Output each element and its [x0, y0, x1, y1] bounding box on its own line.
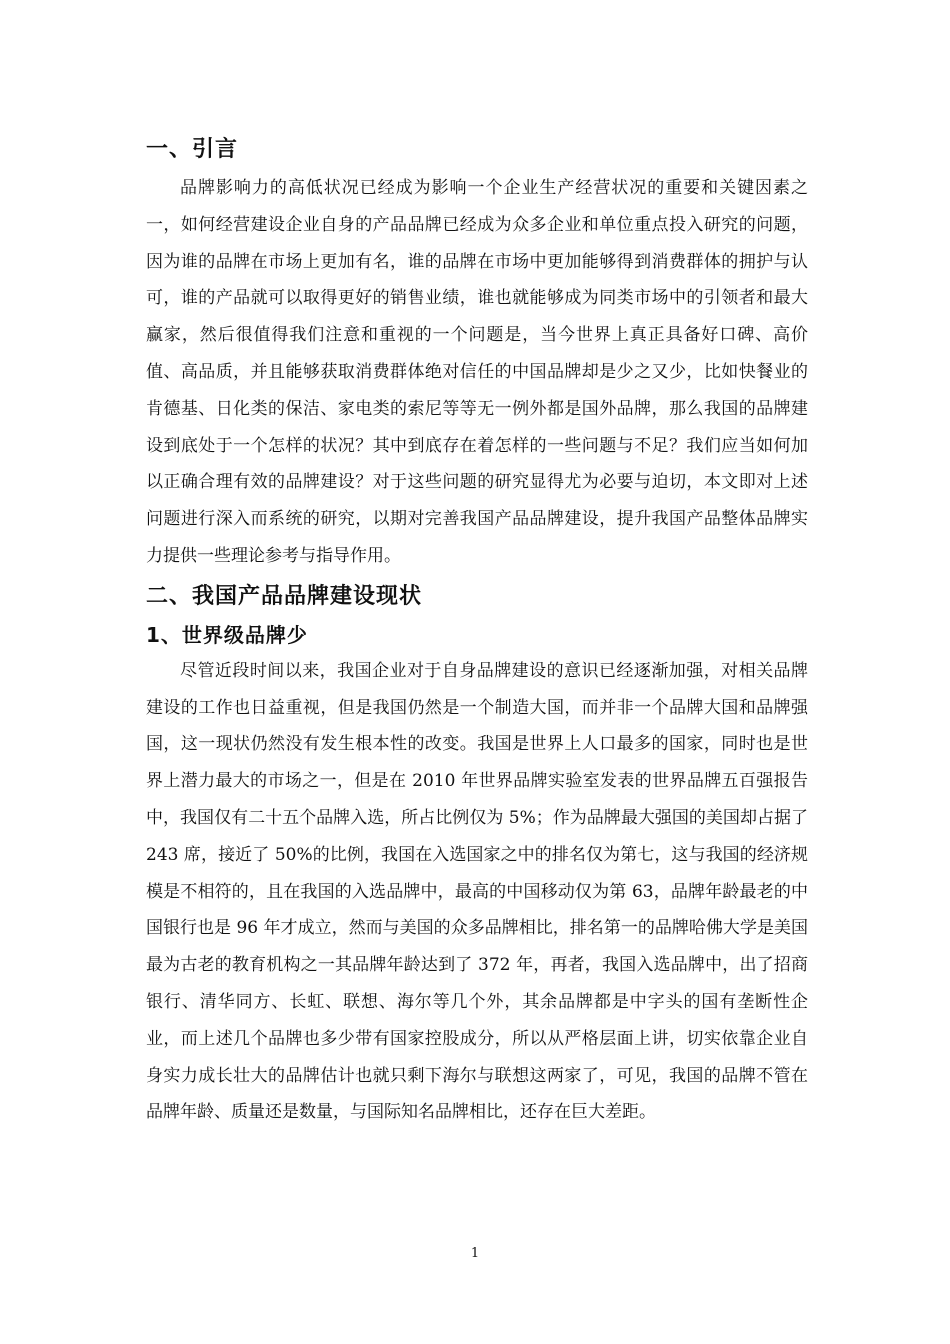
subsection-heading-few-world-brands: 1、世界级品牌少 — [146, 622, 308, 647]
page-content — [146, 130, 808, 1131]
page-number: 1 — [470, 1246, 480, 1261]
paragraph-few-world-brands: 尽管近段时间以来，我国企业对于自身品牌建设的意识已经逐渐加强，对相关品牌建设的工作也日益重视，但是我国仍然是一个制造大国，而并非一个品牌大国和品牌强国，这一现状仍然没有发生根本性的改变。我国是世界上人口最多的国家，同时也是世界上潜力最大的市场之一，但是在 2010 年世界品牌实验室发表的世界品牌五百强报告中，我国仅有二十五个品牌入选，所占比例仅为 5%；作为品牌最大强国的美国却占据了 243 席，接近了 50%的比例，我国在入选国家之中的排名仅为第七，这与我国的经济规模是不相符的，且在我国的入选品牌中，最高的中国移动仅为第 63，品牌年龄最老的中国银行也是 96 年才成立，然而与美国的众多品牌相比，排名第一的品牌哈佛大学是美国最为古老的教育机构之一其品牌年龄达到了 372 年，再者，我国入选品牌中，出了招商银行、清华同方、长虹、联想、海尔等几个外，其余品牌都是中字头的国有垄断性企业，而上述几个品牌也多少带有国家控股成分，所以从严格层面上讲，切实依靠企业自身实力成长壮大的品牌估计也就只剩下海尔与联想这两家了，可见，我国的品牌不管在品牌年龄、质量还是数量，与国际知名品牌相比，还存在巨大差距。 — [146, 660, 808, 1123]
paragraph-introduction: 品牌影响力的高低状况已经成为影响一个企业生产经营状况的重要和关键因素之一，如何经营建设企业自身的产品品牌已经成为众多企业和单位重点投入研究的问题，因为谁的品牌在市场上更加有名，谁的品牌在市场中更加能够得到消费群体的拥护与认可，谁的产品就可以取得更好的销售业绩，谁也就能够成为同类市场中的引领者和最大赢家，然后很值得我们注意和重视的一个问题是，当今世界上真正具备好口碑、高价值、高品质，并且能够获取消费群体绝对信任的中国品牌却是少之又少，比如快餐业的肯德基、日化类的保洁、家电类的索尼等等无一例外都是国外品牌，那么我国的品牌建设到底处于一个怎样的状况？其中到底存在着怎样的一些问题与不足？我们应当如何加以正确合理有效的品牌建设？对于这些问题的研究显得尤为必要与迫切，本文即对上述问题进行深入而系统的研究，以期对完善我国产品品牌建设，提升我国产品整体品牌实力提供一些理论参考与指导作用。 — [146, 178, 808, 566]
section-heading-brand-status: 二、我国产品品牌建设现状 — [146, 583, 423, 609]
section-heading-introduction: 一、引言 — [146, 137, 239, 162]
